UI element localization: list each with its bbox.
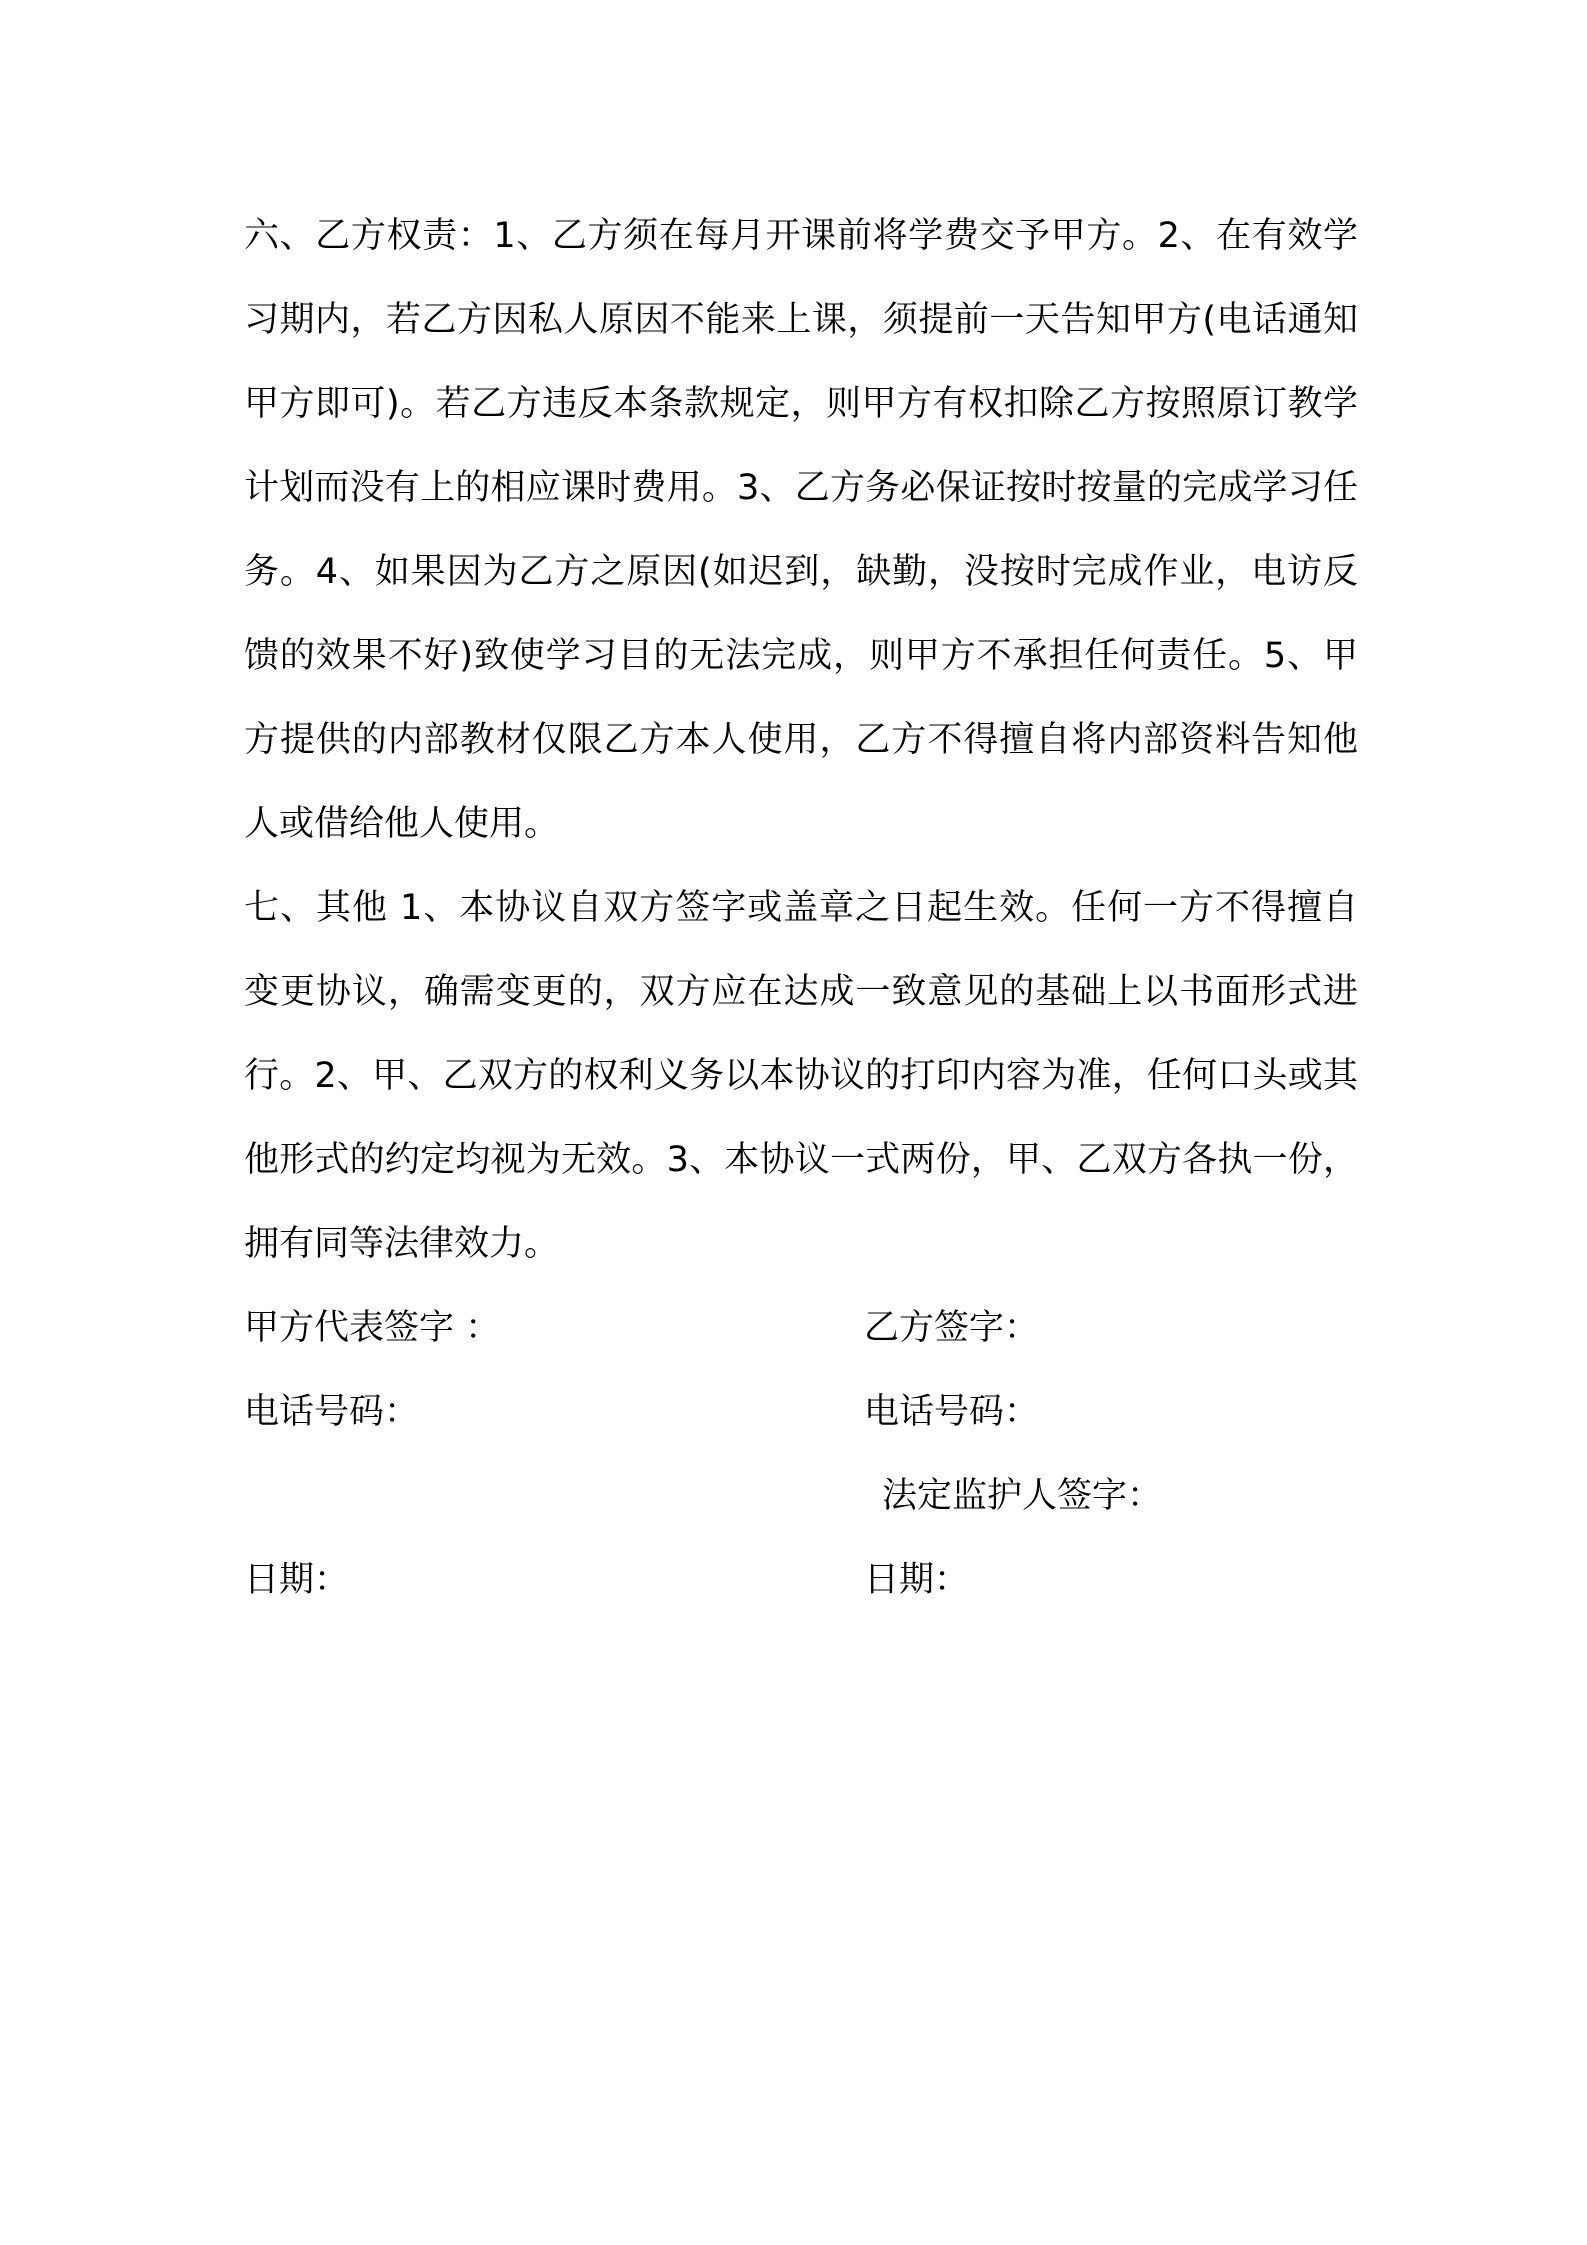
party-b-phone-label: 电话号码： [864, 1392, 1040, 1432]
document-body [244, 194, 1358, 1622]
party-a-date-label: 日期： [244, 1560, 350, 1600]
party-b-date-label: 日期： [864, 1560, 970, 1600]
signature-row-names [244, 1286, 1358, 1370]
party-a-representative-signature-label: 甲方代表签字 ： [244, 1308, 501, 1348]
section-seven-paragraph: 七、其他 1、本协议自双方签字或盖章之日起生效。任何一方不得擅自变更协议，确需变更的，双方应在达成一致意见的基础上以书面形式进行。2、甲、乙双方的权利义务以本协议的打印内容为准，任何口头或其他形式的约定均视为无效。3、本协议一式两份，甲、乙双方各执一份，拥有同等法律效力。 [244, 888, 1358, 1264]
section-six-paragraph: 六、乙方权责：1、乙方须在每月开课前将学费交予甲方。2、在有效学习期内，若乙方因私人原因不能来上课，须提前一天告知甲方(电话通知甲方即可)。若乙方违反本条款规定，则甲方有权扣除乙方按照原订教学计划而没有上的相应课时费用。3、乙方务必保证按时按量的完成学习任务。4、如果因为乙方之原因(如迟到，缺勤，没按时完成作业，电访反馈的效果不好)致使学习目的无法完成，则甲方不承担任何责任。5、甲方提供的内部教材仅限乙方本人使用，乙方不得擅自将内部资料告知他人或借给他人使用。 [244, 216, 1358, 844]
signature-row-phones [244, 1370, 1358, 1454]
party-b-signature-label: 乙方签字： [864, 1308, 1040, 1348]
party-a-phone-label: 电话号码： [244, 1392, 420, 1432]
guardian-signature-label: 法定监护人签字： [882, 1476, 1163, 1516]
signature-row-dates [244, 1538, 1358, 1622]
signature-row-guardian [244, 1454, 1358, 1538]
